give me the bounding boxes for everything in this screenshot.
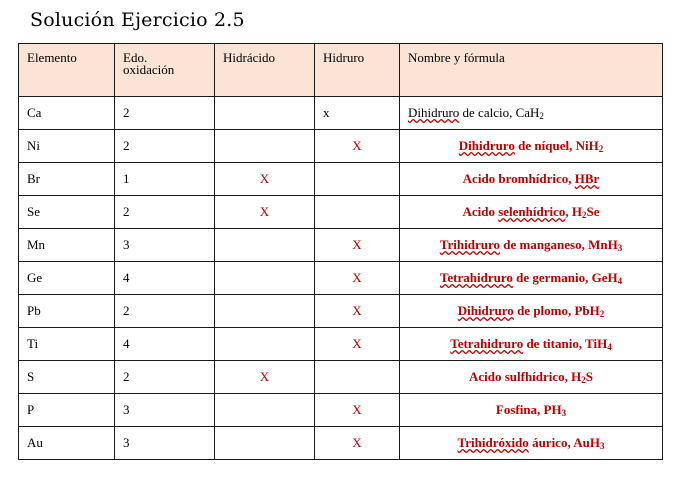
- page-title: Solución Ejercicio 2.5: [30, 9, 245, 31]
- cell-hidruro: X: [315, 262, 400, 295]
- header-edo-line2: oxidación: [123, 62, 175, 77]
- name-rest: de manganeso, MnH: [499, 237, 618, 252]
- cell-hidracido: [215, 262, 315, 295]
- cell-hidracido: X: [215, 163, 315, 196]
- cell-hidruro: [315, 196, 400, 229]
- cell-hidracido: [215, 130, 315, 163]
- table-row: [19, 295, 663, 328]
- name-underlined: HBr: [574, 171, 600, 186]
- cell-elemento: Se: [19, 196, 115, 229]
- cell-oxidacion: 3: [115, 427, 215, 460]
- cell-elemento: Mn: [19, 229, 115, 262]
- header-elemento: Elemento: [19, 44, 115, 97]
- cell-hidracido: [215, 394, 315, 427]
- cell-hidruro: x: [315, 97, 400, 130]
- table-row: [19, 361, 663, 394]
- cell-oxidacion: 1: [115, 163, 215, 196]
- name-prefix: Fosfina, PH: [495, 402, 562, 417]
- cell-oxidacion: 3: [115, 394, 215, 427]
- cell-oxidacion: 2: [115, 196, 215, 229]
- cell-elemento: S: [19, 361, 115, 394]
- name-rest: de níquel, NiH: [514, 138, 599, 153]
- table-row: [19, 130, 663, 163]
- formula-subscript: 2: [599, 309, 605, 319]
- name-prefix: Acido bromhídrico,: [462, 171, 575, 186]
- solution-table: [18, 43, 663, 460]
- table-row: [19, 97, 663, 130]
- formula-subscript: 4: [607, 342, 612, 352]
- cell-hidruro: [315, 361, 400, 394]
- cell-hidruro: X: [315, 427, 400, 460]
- cell-nombre-formula: [400, 361, 663, 394]
- cell-nombre-formula: [400, 328, 663, 361]
- cell-nombre-formula: [400, 163, 663, 196]
- formula-subscript: 2: [581, 375, 586, 385]
- name-underlined: Dihidruro: [458, 138, 515, 153]
- cell-oxidacion: 3: [115, 229, 215, 262]
- name-underlined: Tetrahidruro: [450, 336, 524, 351]
- cell-elemento: Au: [19, 427, 115, 460]
- name-underlined: Tetrahidruro: [439, 270, 513, 285]
- cell-elemento: Ni: [19, 130, 115, 163]
- formula-subscript: 3: [561, 408, 567, 418]
- cell-hidracido: X: [215, 196, 315, 229]
- cell-hidracido: [215, 229, 315, 262]
- formula-subscript: 2: [539, 111, 544, 121]
- formula-suffix: Se: [586, 204, 600, 219]
- formula-subscript: 4: [617, 276, 623, 286]
- header-edo-oxidacion: [115, 44, 215, 97]
- cell-oxidacion: 2: [115, 295, 215, 328]
- cell-hidruro: X: [315, 229, 400, 262]
- name-underlined: Trihidruro: [439, 237, 500, 252]
- cell-nombre-formula: [400, 394, 663, 427]
- formula-subscript: 2: [582, 210, 587, 220]
- table-row: [19, 394, 663, 427]
- table-row: [19, 163, 663, 196]
- name-rest: de calcio, CaH: [459, 105, 540, 120]
- header-nombre-formula: Nombre y fórmula: [400, 44, 663, 97]
- cell-nombre-formula: [400, 262, 663, 295]
- cell-nombre-formula: [400, 130, 663, 163]
- name-rest: , H: [565, 204, 583, 219]
- table-row: [19, 262, 663, 295]
- name-rest: áurico, AuH: [528, 435, 600, 450]
- cell-hidruro: X: [315, 130, 400, 163]
- table-row: [19, 196, 663, 229]
- cell-elemento: Br: [19, 163, 115, 196]
- formula-subscript: 3: [617, 243, 623, 253]
- name-underlined: Dihidruro: [408, 105, 460, 120]
- cell-oxidacion: 2: [115, 361, 215, 394]
- cell-hidruro: X: [315, 295, 400, 328]
- cell-hidracido: [215, 427, 315, 460]
- cell-elemento: Ti: [19, 328, 115, 361]
- header-hidruro: Hidruro: [315, 44, 400, 97]
- cell-nombre-formula: [400, 196, 663, 229]
- table-row: [19, 427, 663, 460]
- table-row: [19, 229, 663, 262]
- cell-oxidacion: 4: [115, 328, 215, 361]
- formula-subscript: 2: [598, 144, 604, 154]
- header-hidracido: Hidrácido: [215, 44, 315, 97]
- cell-nombre-formula: [400, 427, 663, 460]
- header-row: [19, 44, 663, 97]
- name-rest: de plomo, PbH: [513, 303, 600, 318]
- name-underlined: Trihidróxido: [457, 435, 529, 450]
- name-rest: de germanio, GeH: [512, 270, 618, 285]
- cell-elemento: P: [19, 394, 115, 427]
- cell-oxidacion: 4: [115, 262, 215, 295]
- formula-subscript: 3: [599, 441, 605, 451]
- cell-hidruro: X: [315, 328, 400, 361]
- cell-nombre-formula: [400, 295, 663, 328]
- cell-nombre-formula: [400, 97, 663, 130]
- cell-oxidacion: 2: [115, 97, 215, 130]
- name-prefix: Acido sulfhídrico, H: [468, 369, 582, 384]
- name-prefix: Acido: [462, 204, 499, 219]
- table-row: [19, 328, 663, 361]
- cell-hidracido: X: [215, 361, 315, 394]
- cell-hidruro: [315, 163, 400, 196]
- cell-elemento: Ge: [19, 262, 115, 295]
- cell-hidruro: X: [315, 394, 400, 427]
- cell-hidracido: [215, 328, 315, 361]
- header-edo-line1: Edo.: [123, 50, 148, 65]
- cell-elemento: Ca: [19, 97, 115, 130]
- formula-suffix: S: [585, 369, 594, 384]
- cell-hidracido: [215, 97, 315, 130]
- name-rest: de titanio, TiH: [523, 336, 608, 351]
- name-underlined: selenhídrico: [498, 204, 566, 219]
- cell-hidracido: [215, 295, 315, 328]
- name-underlined: Dihidruro: [457, 303, 514, 318]
- cell-elemento: Pb: [19, 295, 115, 328]
- cell-oxidacion: 2: [115, 130, 215, 163]
- cell-nombre-formula: [400, 229, 663, 262]
